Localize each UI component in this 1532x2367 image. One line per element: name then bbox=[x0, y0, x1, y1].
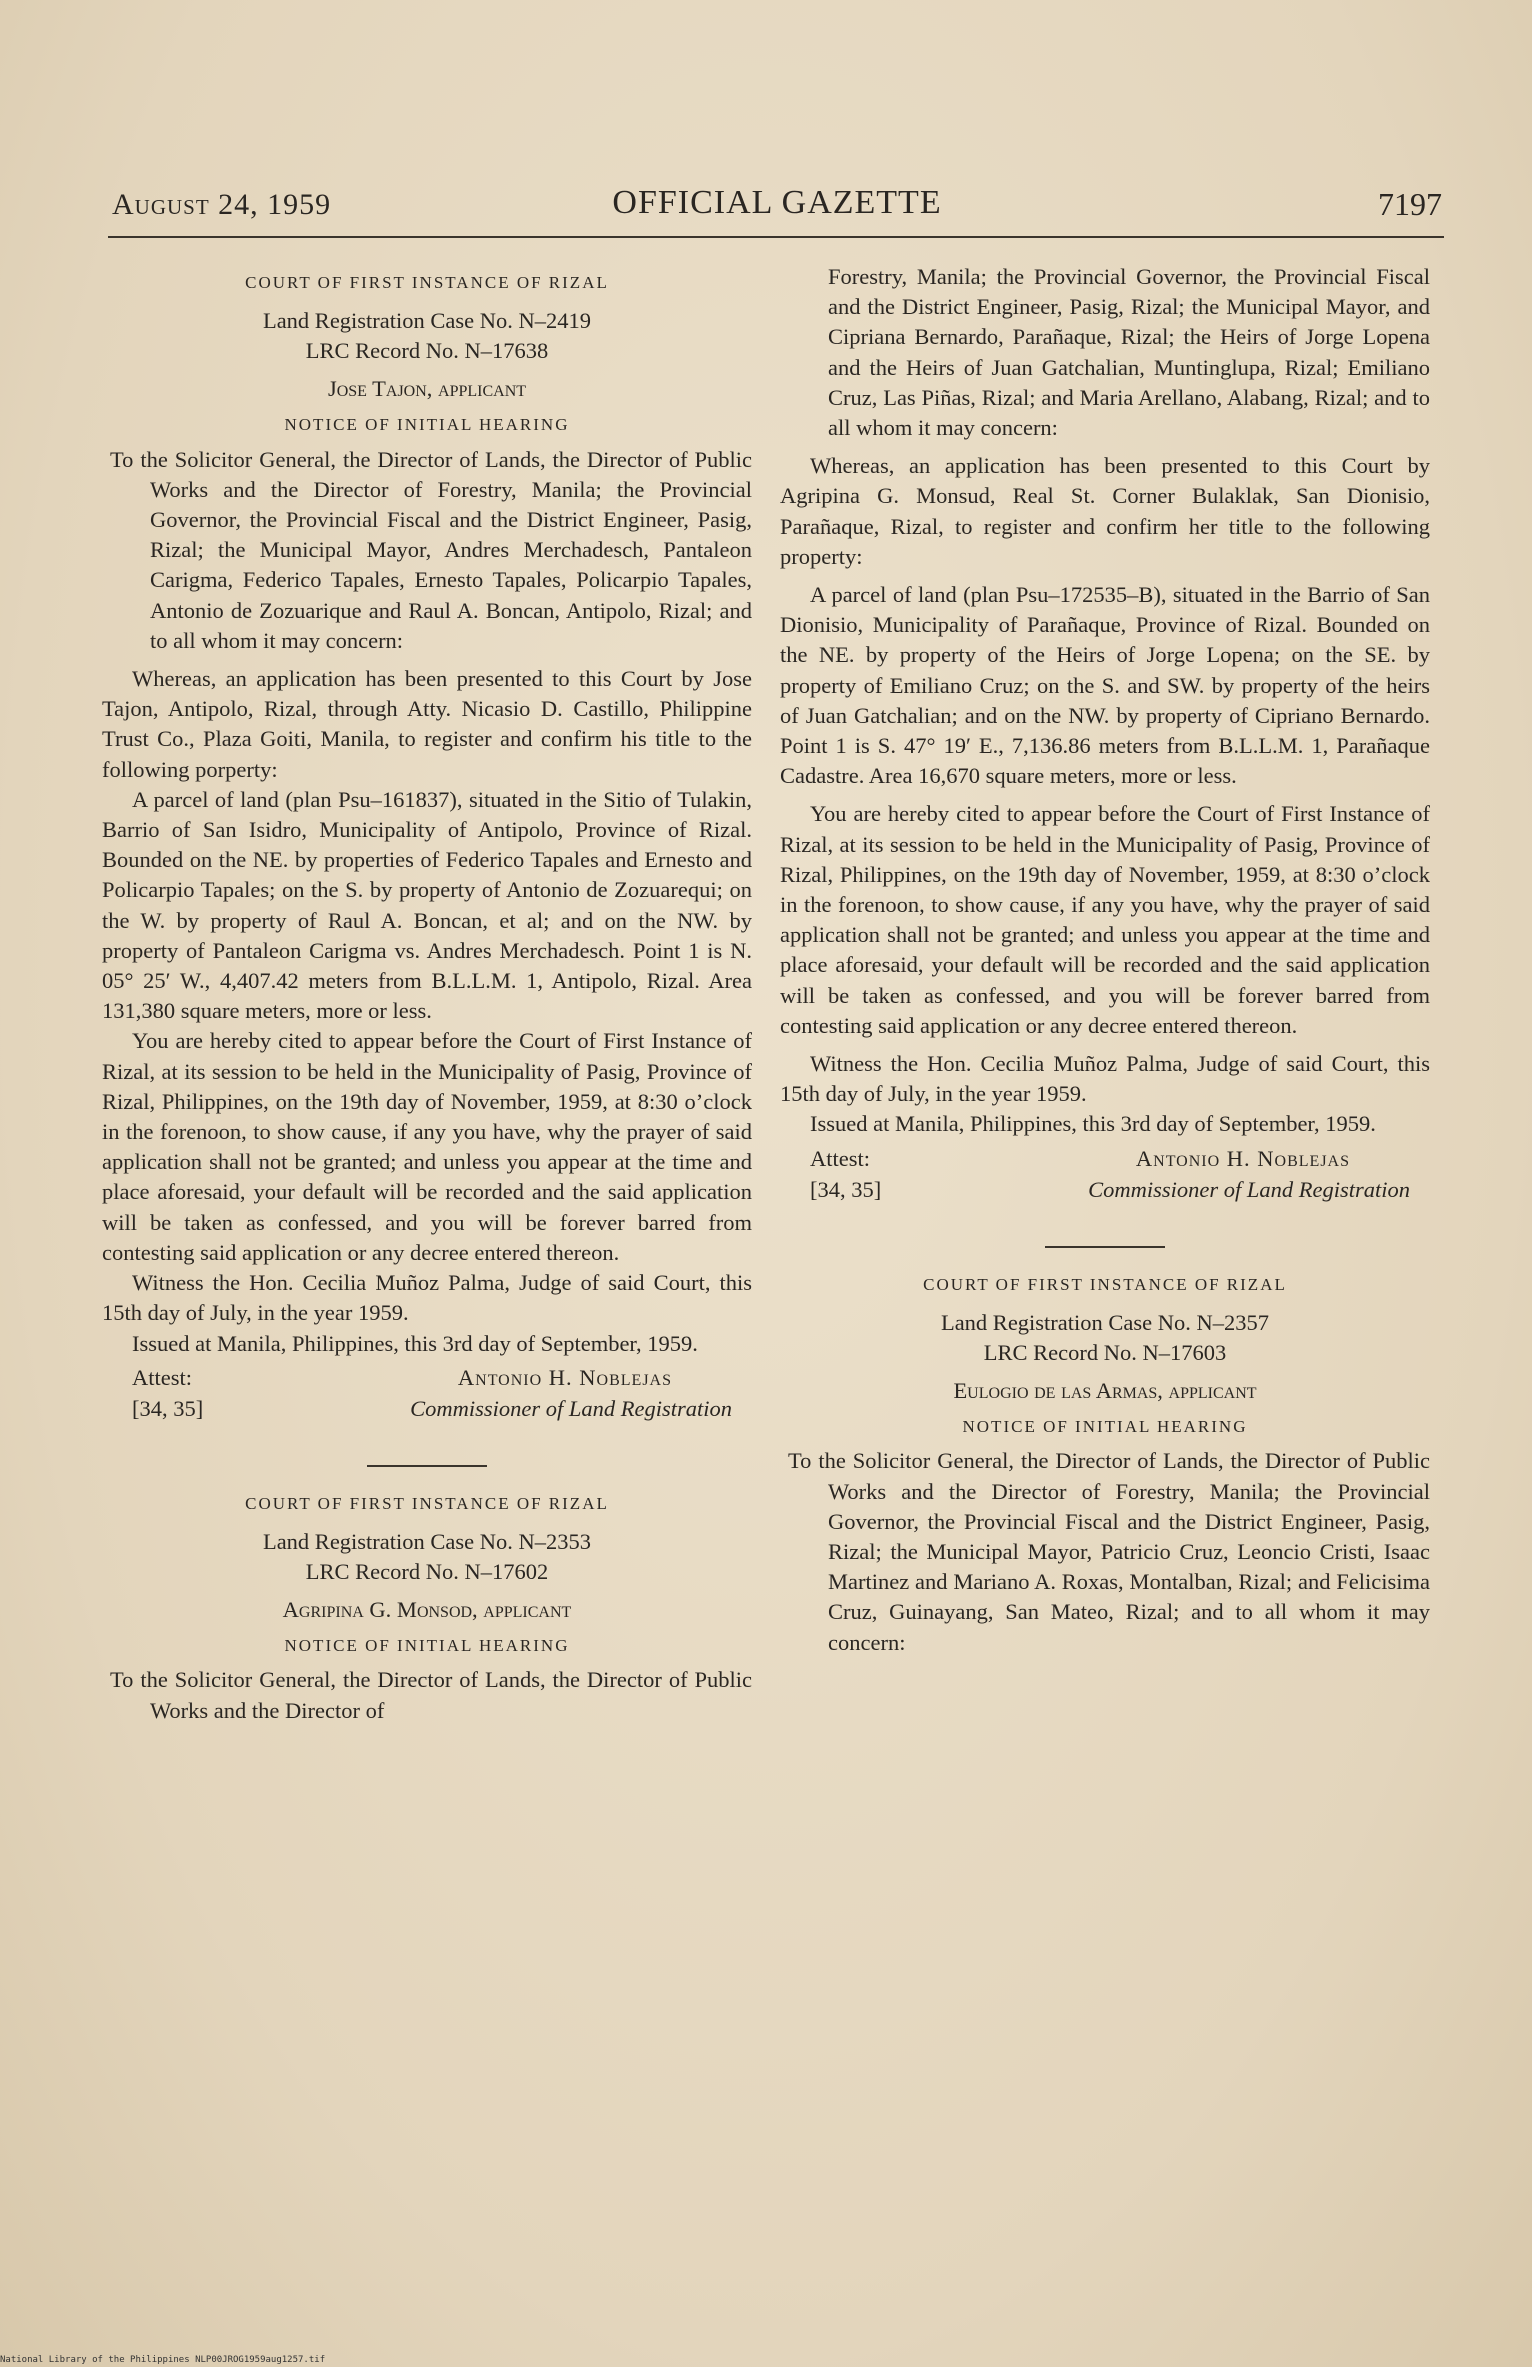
applicant-line: Eulogio de las Armas, applicant bbox=[953, 1377, 1257, 1403]
applicant-line: Agripina G. Monsod, applicant bbox=[282, 1596, 572, 1622]
court-heading: COURT OF FIRST INSTANCE OF RIZAL bbox=[245, 1493, 609, 1513]
case-number: Land Registration Case No. N–2357 bbox=[940, 1309, 1270, 1335]
record-number: LRC Record No. N–17603 bbox=[983, 1339, 1227, 1365]
issue-date: August 24, 1959 bbox=[112, 188, 332, 221]
notice-heading: NOTICE OF INITIAL HEARING bbox=[962, 1417, 1248, 1437]
citation-paragraph: You are hereby cited to appear before the Court of First Instance of Rizal, at its session to be held in the Municipality of Pasig, Province of Rizal, Philippines, on the 19th day of November, 1959, at 8:30 o’clock in the forenoon, to show cause, if any you have, why the prayer of said application shall not be granted; and unless you appear at the time and place aforesaid, your default will be recorded and the said application will be taken as confessed, and you will be forever barred from contesting said application or any decree entered thereon. bbox=[102, 1028, 752, 1265]
left-column bbox=[102, 262, 752, 1726]
page-header bbox=[112, 182, 1442, 230]
court-heading: COURT OF FIRST INSTANCE OF RIZAL bbox=[923, 1274, 1287, 1294]
signatory-name: Antonio H. Noblejas bbox=[1135, 1145, 1350, 1171]
notice-addressees: To the Solicitor General, the Director of Lands, the Director of Public Works and the Director of Forestry, Manila; the Provincial Governor, the Provincial Fiscal and the District Engineer, Pasig, Rizal; the Municipal Mayor, Patricio Cruz, Leoncio Cristi, Isaac Martinez and Mariano A. Roxas, Montalban, Rizal; and Felicisima Cruz, Guinayang, San Mateo, Rizal; and to all whom it may concern: bbox=[788, 1448, 1430, 1655]
notice-separator bbox=[1045, 1246, 1165, 1248]
issued-paragraph: Issued at Manila, Philippines, this 3rd day of September, 1959. bbox=[132, 1330, 698, 1356]
parcel-description: A parcel of land (plan Psu–172535–B), situated in the Barrio of San Dionisio, Municipality of Parañaque, Province of Rizal. Bounded on the NE. by property of the Heirs of Jorge Lopena; on the SE. by property of Emiliano Cruz; on the S. and SW. by property of the heirs of Juan Gatchalian; and on the NW. by property of Cipriano Bernardo. Point 1 is S. 47° 19′ E., 7,136.86 meters from B.L.L.M. 1, Parañaque Cadastre. Area 16,670 square meters, more or less. bbox=[780, 582, 1430, 789]
attestation-block bbox=[780, 1144, 1430, 1206]
publication-title: OFFICIAL GAZETTE bbox=[612, 184, 942, 221]
page-number: 7197 bbox=[1378, 186, 1442, 222]
notice-heading: NOTICE OF INITIAL HEARING bbox=[284, 415, 570, 435]
court-heading: COURT OF FIRST INSTANCE OF RIZAL bbox=[245, 273, 609, 292]
case-number: Land Registration Case No. N–2353 bbox=[262, 1528, 592, 1554]
whereas-paragraph: Whereas, an application has been presented to this Court by Jose Tajon, Antipolo, Rizal, through Atty. Nicasio D. Castillo, Philippine Trust Co., Plaza Goiti, Manila, to register and confirm his title to the following porperty: bbox=[102, 666, 752, 782]
signatory-office: Commissioner of Land Registration bbox=[410, 1395, 732, 1421]
reference-numbers: [34, 35] bbox=[810, 1176, 882, 1202]
witness-paragraph: Witness the Hon. Cecilia Muñoz Palma, Judge of said Court, this 15th day of July, in the year 1959. bbox=[780, 1051, 1430, 1107]
attest-label: Attest: bbox=[810, 1145, 870, 1171]
citation-paragraph: You are hereby cited to appear before the Court of First Instance of Rizal, at its session to be held in the Municipality of Pasig, Province of Rizal, Philippines, on the 19th day of November, 1959, at 8:30 o’clock in the forenoon, to show cause, if any you have, why the prayer of said application shall not be granted; and unless you appear at the time and place aforesaid, your default will be recorded and the said application will be taken as confessed, and you will be forever barred from contesting said application or any decree entered thereon. bbox=[780, 801, 1430, 1038]
notice-separator bbox=[367, 1465, 487, 1467]
notice-addressees: To the Solicitor General, the Director of Lands, the Director of Public Works and the Director of bbox=[110, 1667, 752, 1723]
right-column bbox=[780, 262, 1430, 1658]
header-rule bbox=[108, 236, 1444, 238]
record-number: LRC Record No. N–17602 bbox=[305, 1558, 549, 1584]
applicant-line: Jose Tajon, applicant bbox=[327, 376, 527, 402]
scan-footer: National Library of the Philippines NLP00JROG1959aug1257.tif bbox=[0, 2355, 326, 2365]
notice-addressees: To the Solicitor General, the Director of Lands, the Director of Public Works and the Director of Forestry, Manila; the Provincial Governor, the Provincial Fiscal and the District Engineer, Pasig, Rizal; the Municipal Mayor, Andres Merchadesch, Pantaleon Carigma, Federico Tapales, Ernesto Tapales, Policarpio Tapales, Antonio de Zozuarique and Raul A. Boncan, Antipolo, Rizal; and to all whom it may concern: bbox=[110, 446, 752, 653]
whereas-paragraph: Whereas, an application has been presented to this Court by Agripina G. Monsud, Real St. Corner Bulaklak, San Dionisio, Parañaque, Rizal, to register and confirm her title to the following property: bbox=[780, 453, 1430, 569]
notice-addressees-continued: Forestry, Manila; the Provincial Governor, the Provincial Fiscal and the District Engineer, Pasig, Rizal; the Municipal Mayor, and Cipriana Bernardo, Parañaque, Rizal; the Heirs of Jorge Lopena and the Heirs of Juan Gatchalian, Muntinglupa, Rizal; Emiliano Cruz, Las Piñas, Rizal; and Maria Arellano, Alabang, Rizal; and to all whom it may concern: bbox=[828, 264, 1430, 441]
issued-paragraph: Issued at Manila, Philippines, this 3rd day of September, 1959. bbox=[810, 1111, 1376, 1137]
signatory-name: Antonio H. Noblejas bbox=[457, 1364, 672, 1390]
witness-paragraph: Witness the Hon. Cecilia Muñoz Palma, Judge of said Court, this 15th day of July, in the year 1959. bbox=[102, 1270, 752, 1326]
record-number: LRC Record No. N–17638 bbox=[305, 338, 549, 364]
notice-heading: NOTICE OF INITIAL HEARING bbox=[284, 1636, 570, 1656]
parcel-description: A parcel of land (plan Psu–161837), situated in the Sitio of Tulakin, Barrio of San Isidro, Municipality of Antipolo, Province of Rizal. Bounded on the NE. by properties of Federico Tapales and Ernesto and Policarpio Tapales; on the S. by property of Antonio de Zozuarequi; on the W. by property of Raul A. Boncan, et al; and on the NW. by property of Pantaleon Carigma vs. Andres Merchadesch. Point 1 is N. 05° 25′ W., 4,407.42 meters from B.L.L.M. 1, Antipolo, Rizal. Area 131,380 square meters, more or less. bbox=[102, 786, 752, 1024]
attestation-block bbox=[102, 1363, 752, 1425]
signatory-office: Commissioner of Land Registration bbox=[1088, 1176, 1410, 1202]
reference-numbers: [34, 35] bbox=[132, 1395, 204, 1421]
case-number: Land Registration Case No. N–2419 bbox=[262, 308, 592, 334]
attest-label: Attest: bbox=[132, 1364, 192, 1390]
